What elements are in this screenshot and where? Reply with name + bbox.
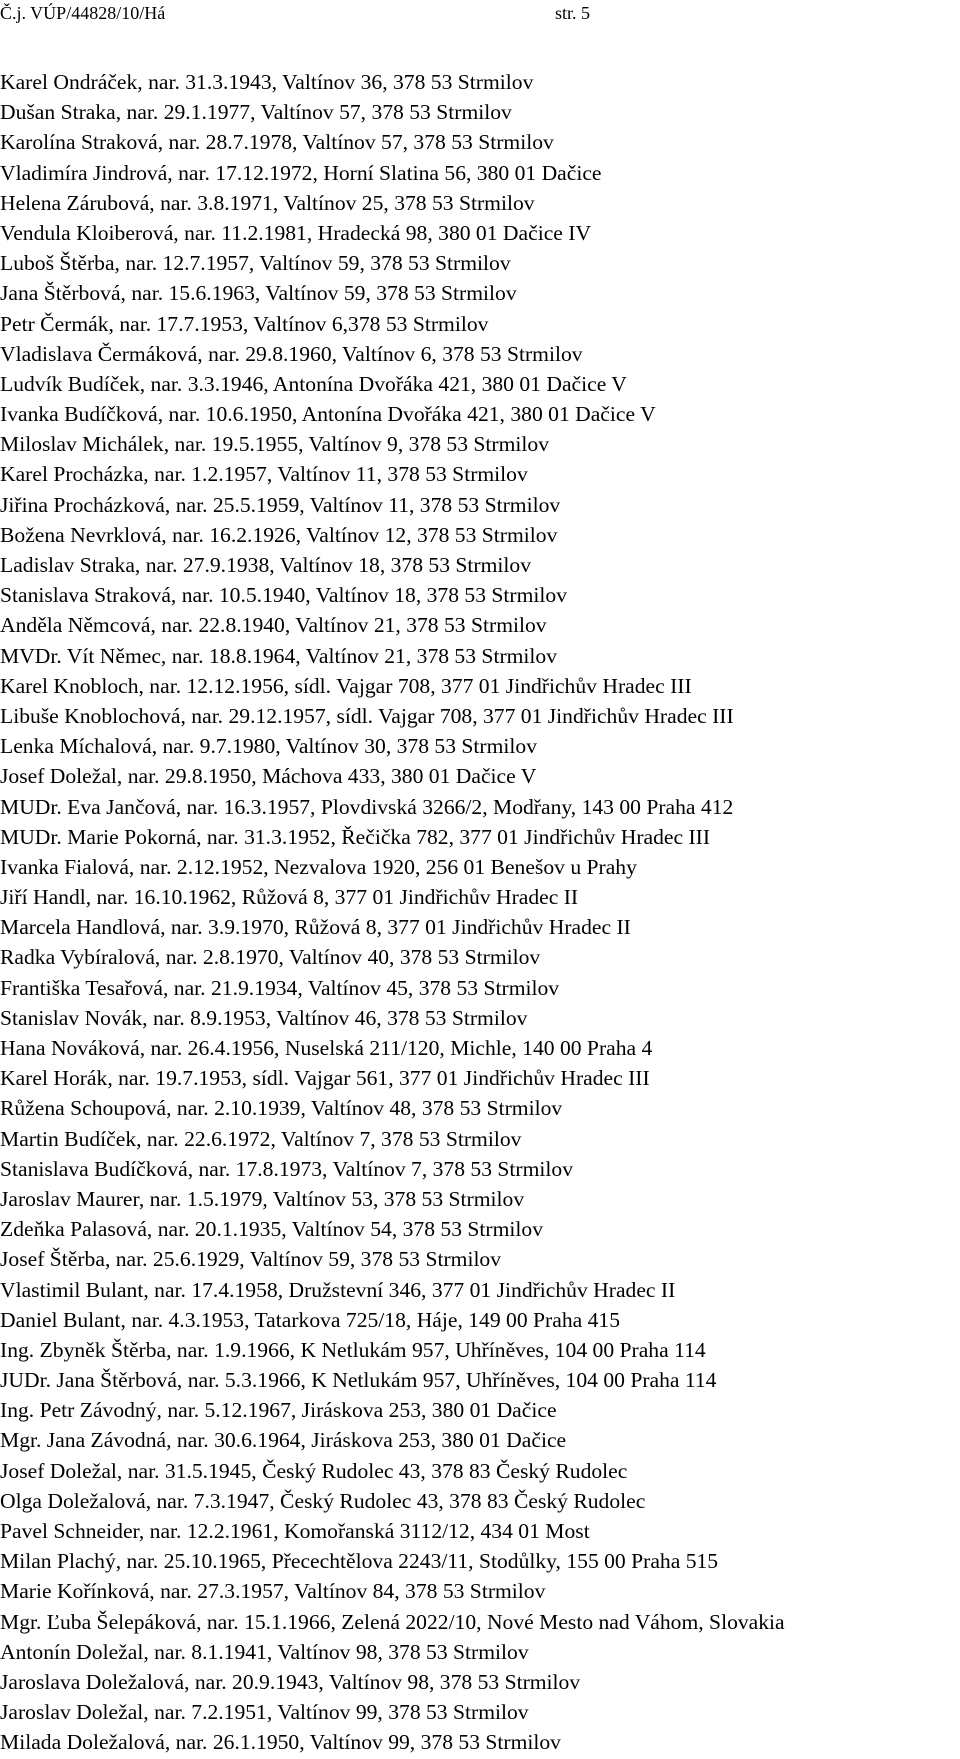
list-item: Milan Plachý, nar. 25.10.1965, Přecechtělova 2243/11, Stodůlky, 155 00 Praha 515 [0, 1549, 719, 1574]
list-item: Ing. Zbyněk Štěrba, nar. 1.9.1966, K Netlukám 957, Uhříněves, 104 00 Praha 114 [0, 1337, 706, 1362]
list-item: Anděla Němcová, nar. 22.8.1940, Valtínov 21, 378 53 Strmilov [0, 613, 547, 638]
list-item: Radka Vybíralová, nar. 2.8.1970, Valtínov 40, 378 53 Strmilov [0, 945, 541, 970]
list-item: Luboš Štěrba, nar. 12.7.1957, Valtínov 59, 378 53 Strmilov [0, 251, 511, 276]
list-item: Milada Doležalová, nar. 26.1.1950, Valtínov 99, 378 53 Strmilov [0, 1730, 561, 1755]
list-item: Ladislav Straka, nar. 27.9.1938, Valtínov 18, 378 53 Strmilov [0, 553, 532, 577]
list-item: Mgr. Ľuba Šelepáková, nar. 15.1.1966, Zelená 2022/10, Nové Mesto nad Váhom, Slovakia [0, 1609, 785, 1634]
list-item: MVDr. Vít Němec, nar. 18.8.1964, Valtínov 21, 378 53 Strmilov [0, 643, 558, 668]
list-item: Lenka Míchalová, nar. 9.7.1980, Valtínov 30, 378 53 Strmilov [0, 734, 537, 759]
list-item: MUDr. Marie Pokorná, nar. 31.3.1952, Řečička 782, 377 01 Jindřichův Hradec III [0, 824, 711, 849]
person-list [0, 67, 958, 1758]
list-item: Jaroslav Doležal, nar. 7.2.1951, Valtínov 99, 378 53 Strmilov [0, 1700, 529, 1725]
list-item: Jiří Handl, nar. 16.10.1962, Růžová 8, 377 01 Jindřichův Hradec II [0, 885, 579, 910]
list-item: Vendula Kloiberová, nar. 11.2.1981, Hradecká 98, 380 01 Dačice IV [0, 220, 592, 245]
list-item: Jiřina Procházková, nar. 25.5.1959, Valtínov 11, 378 53 Strmilov [0, 492, 561, 517]
list-item: Helena Zárubová, nar. 3.8.1971, Valtínov 25, 378 53 Strmilov [0, 190, 535, 215]
list-item: Ivanka Fialová, nar. 2.12.1952, Nezvalova 1920, 256 01 Benešov u Prahy [0, 854, 637, 879]
list-item: Karel Procházka, nar. 1.2.1957, Valtínov 11, 378 53 Strmilov [0, 462, 528, 487]
page-number: str. 5 [555, 3, 591, 23]
list-item: Petr Čermák, nar. 17.7.1953, Valtínov 6,378 53 Strmilov [0, 311, 489, 336]
list-item: Ing. Petr Závodný, nar. 5.12.1967, Jiráskova 253, 380 01 Dačice [0, 1398, 557, 1423]
list-item: Josef Doležal, nar. 29.8.1950, Máchova 433, 380 01 Dačice V [0, 764, 537, 789]
list-item: Dušan Straka, nar. 29.1.1977, Valtínov 57, 378 53 Strmilov [0, 100, 512, 125]
list-item: Martin Budíček, nar. 22.6.1972, Valtínov 7, 378 53 Strmilov [0, 1126, 522, 1151]
list-item: Daniel Bulant, nar. 4.3.1953, Tatarkova 725/18, Háje, 149 00 Praha 415 [0, 1307, 620, 1332]
list-item: Josef Štěrba, nar. 25.6.1929, Valtínov 59, 378 53 Strmilov [0, 1247, 502, 1272]
list-item: Růžena Schoupová, nar. 2.10.1939, Valtínov 48, 378 53 Strmilov [0, 1096, 563, 1121]
list-item: Ludvík Budíček, nar. 3.3.1946, Antonína Dvořáka 421, 380 01 Dačice V [0, 371, 627, 396]
list-item: Stanislav Novák, nar. 8.9.1953, Valtínov 46, 378 53 Strmilov [0, 1005, 528, 1030]
list-item: Josef Doležal, nar. 31.5.1945, Český Rudolec 43, 378 83 Český Rudolec [0, 1458, 628, 1483]
list-item: Zdeňka Palasová, nar. 20.1.1935, Valtínov 54, 378 53 Strmilov [0, 1217, 543, 1242]
list-item: JUDr. Jana Štěrbová, nar. 5.3.1966, K Netlukám 957, Uhříněves, 104 00 Praha 114 [0, 1368, 717, 1393]
list-item: Jana Štěrbová, nar. 15.6.1963, Valtínov 59, 378 53 Strmilov [0, 281, 517, 306]
list-item: Karel Knobloch, nar. 12.12.1956, sídl. Vajgar 708, 377 01 Jindřichův Hradec III [0, 673, 692, 698]
list-item: Františka Tesařová, nar. 21.9.1934, Valtínov 45, 378 53 Strmilov [0, 975, 560, 1000]
list-item: Antonín Doležal, nar. 8.1.1941, Valtínov 98, 378 53 Strmilov [0, 1639, 529, 1664]
list-item: Vladislava Čermáková, nar. 29.8.1960, Valtínov 6, 378 53 Strmilov [0, 341, 583, 366]
list-item: Stanislava Straková, nar. 10.5.1940, Valtínov 18, 378 53 Strmilov [0, 583, 568, 608]
list-item: Stanislava Budíčková, nar. 17.8.1973, Valtínov 7, 378 53 Strmilov [0, 1156, 574, 1181]
list-item: Božena Nevrklová, nar. 16.2.1926, Valtínov 12, 378 53 Strmilov [0, 522, 558, 547]
list-item: Olga Doležalová, nar. 7.3.1947, Český Rudolec 43, 378 83 Český Rudolec [0, 1488, 646, 1513]
list-item: Libuše Knoblochová, nar. 29.12.1957, sídl. Vajgar 708, 377 01 Jindřichův Hradec III [0, 703, 734, 728]
list-item: Marie Kořínková, nar. 27.3.1957, Valtínov 84, 378 53 Strmilov [0, 1579, 546, 1604]
document-reference: Č.j. VÚP/44828/10/Há [0, 3, 166, 23]
list-item: Hana Nováková, nar. 26.4.1956, Nuselská 211/120, Michle, 140 00 Praha 4 [0, 1036, 653, 1060]
list-item: MUDr. Eva Jančová, nar. 16.3.1957, Plovdivská 3266/2, Modřany, 143 00 Praha 412 [0, 794, 734, 819]
list-item: Vladimíra Jindrová, nar. 17.12.1972, Horní Slatina 56, 380 01 Dačice [0, 160, 602, 185]
list-item: Mgr. Jana Závodná, nar. 30.6.1964, Jiráskova 253, 380 01 Dačice [0, 1428, 567, 1453]
list-item: Ivanka Budíčková, nar. 10.6.1950, Antonína Dvořáka 421, 380 01 Dačice V [0, 402, 656, 427]
list-item: Jaroslava Doležalová, nar. 20.9.1943, Valtínov 98, 378 53 Strmilov [0, 1669, 581, 1694]
list-item: Vlastimil Bulant, nar. 17.4.1958, Družstevní 346, 377 01 Jindřichův Hradec II [0, 1277, 676, 1302]
list-item: Jaroslav Maurer, nar. 1.5.1979, Valtínov 53, 378 53 Strmilov [0, 1186, 525, 1211]
list-item: Karel Horák, nar. 19.7.1953, sídl. Vajgar 561, 377 01 Jindřichův Hradec III [0, 1066, 650, 1091]
list-item: Karolína Straková, nar. 28.7.1978, Valtínov 57, 378 53 Strmilov [0, 130, 554, 155]
list-item: Marcela Handlová, nar. 3.9.1970, Růžová 8, 377 01 Jindřichův Hradec II [0, 915, 631, 940]
list-item: Karel Ondráček, nar. 31.3.1943, Valtínov 36, 378 53 Strmilov [0, 70, 534, 94]
list-item: Miloslav Michálek, nar. 19.5.1955, Valtínov 9, 378 53 Strmilov [0, 432, 550, 457]
list-item: Pavel Schneider, nar. 12.2.1961, Komořanská 3112/12, 434 01 Most [0, 1519, 590, 1543]
